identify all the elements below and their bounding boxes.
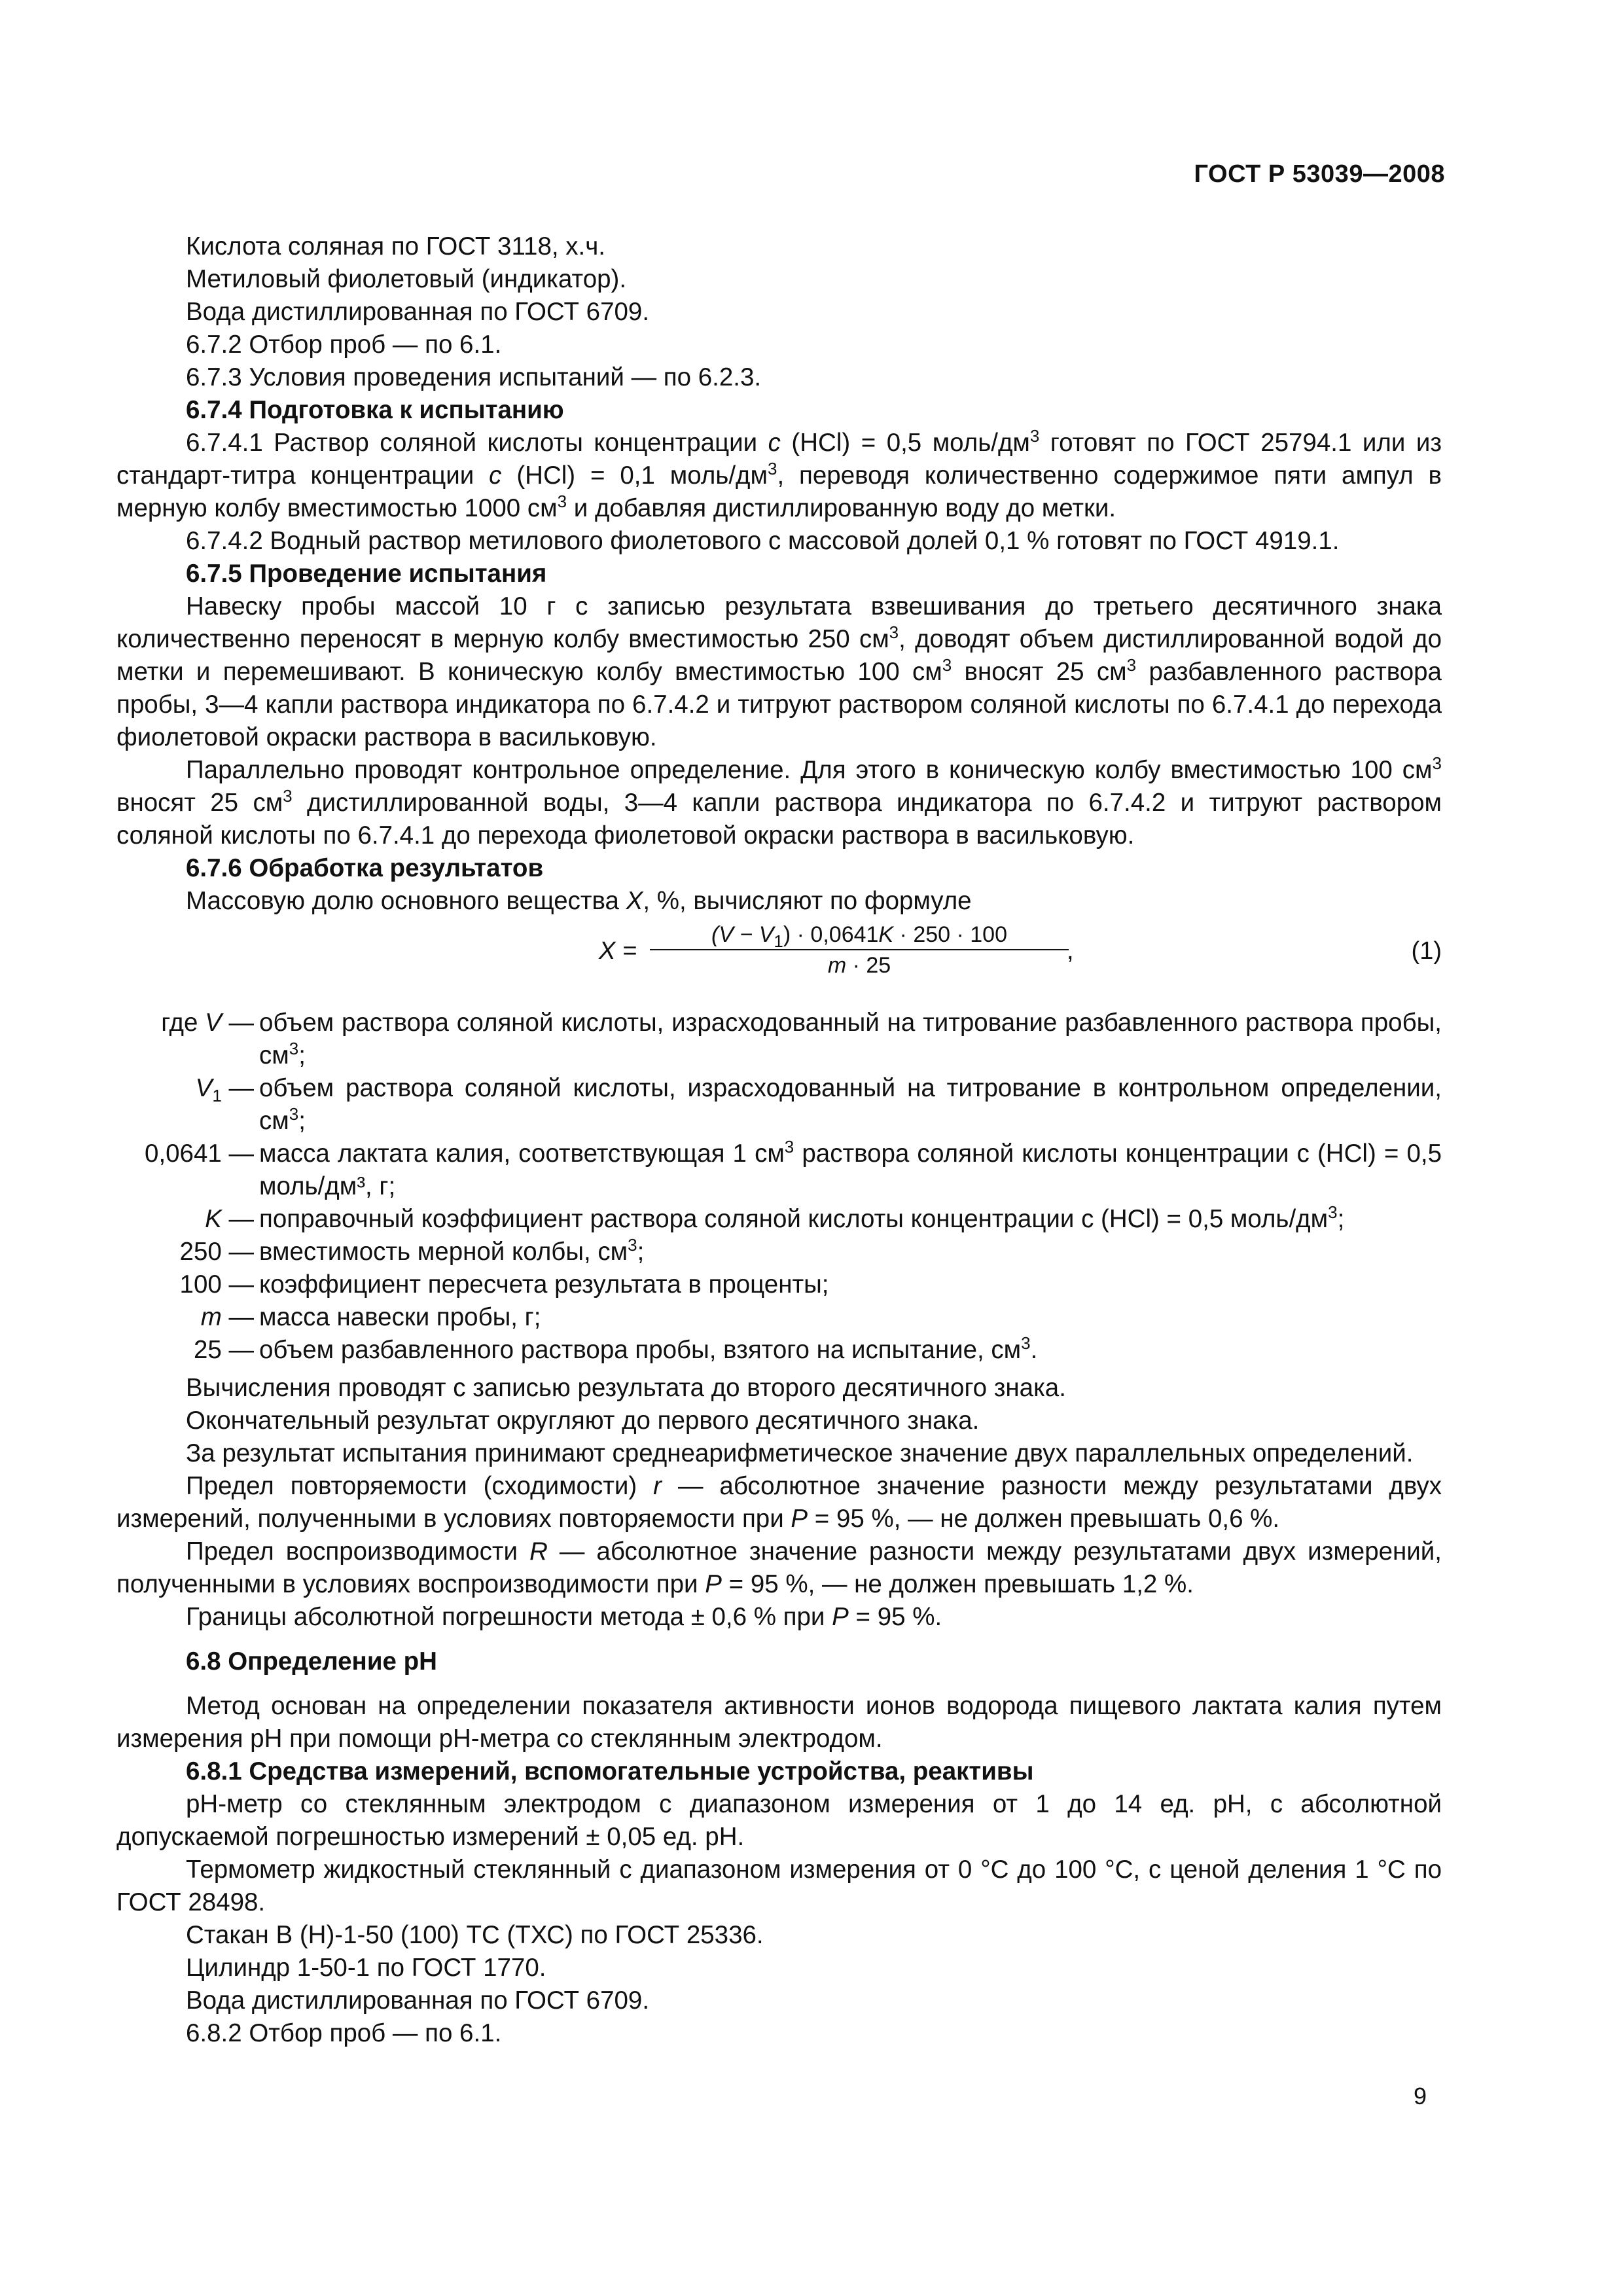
paragraph-reagent-hcl: Кислота соляная по ГОСТ 3118, х.ч.: [186, 232, 605, 260]
definition-text: коэффициент пересчета результата в проценты;: [259, 1270, 829, 1299]
formula-fraction: [650, 920, 1069, 980]
paragraph-cylinder: Цилиндр 1-50-1 по ГОСТ 1770.: [186, 1954, 546, 1982]
paragraph-water: Вода дистиллированная по ГОСТ 6709.: [186, 1986, 650, 2015]
definition-text: объем разбавленного раствора пробы, взятого на испытание, $см^3$.: [259, 1333, 1038, 1364]
definition-symbol: где V —: [161, 1009, 254, 1037]
paragraph-calc-precision: Вычисления проводят с записью результата до второго десятичного знака.: [186, 1374, 1066, 1402]
paragraph-6-8-2: 6.8.2 Отбор проб — по 6.1.: [186, 2019, 502, 2047]
definition-text: масса навески пробы, г;: [259, 1303, 541, 1331]
paragraph-thermometer: Термометр жидкостный стеклянный с диапазоном измерения от 0 °С до 100 °С, с ценой деления 1 °С по ГОСТ 28498.: [116, 1856, 1442, 1916]
paragraph-ph-meter: рН-метр со стеклянным электродом с диапазоном измерения от 1 до 14 ед. рН, с абсолютной допускаемой погрешностью измерений ± 0,05 ед. рН.: [116, 1790, 1442, 1851]
definition-symbol: 25 —: [193, 1336, 254, 1364]
formula-1: [116, 920, 1442, 986]
heading-6-7-6: 6.7.6 Обработка результатов: [186, 854, 544, 882]
definition-row: [116, 1072, 1442, 1138]
formula-lhs: X =: [599, 937, 637, 965]
definition-text: масса лактата калия, соответствующая 1 $см^3$ раствора соляной кислоты концентрации c (HCl) = 0,5 моль/дм³, г;: [259, 1137, 1442, 1200]
heading-6-7-4: 6.7.4 Подготовка к испытанию: [186, 396, 564, 424]
heading-6-8-1: 6.8.1 Средства измерений, вспомогательные устройства, реактивы: [186, 1757, 1034, 1785]
heading-6-7-5: 6.7.5 Проведение испытания: [186, 560, 547, 588]
paragraph-6-7-5-control: Параллельно проводят контрольное определение. Для этого в коническую колбу вместимостью 100 $см^3$ вносят 25 $см^3$ дистиллированной воды, 3—4 капли раствора индикатора по 6.7.4.2 и титруют раствором соляной кислоты по 6.7.4.1 до перехода фиолетовой окраски раствора в васильковую.: [116, 753, 1442, 850]
paragraph-6-7-4-2: 6.7.4.2 Водный раствор метилового фиолетового с массовой долей 0,1 % готовят по ГОСТ 4919.1.: [186, 527, 1340, 555]
paragraph-calc-rounding: Окончательный результат округляют до первого десятичного знака.: [186, 1407, 980, 1435]
definition-symbol: K —: [205, 1205, 254, 1233]
paragraph-reproducibility: Предел воспроизводимости R — абсолютное значение разности между результатами двух измерений, полученными в условиях воспроизводимости при P = 95 %, — не должен превышать 1,2 %.: [116, 1537, 1442, 1598]
paragraph-reagent-water: Вода дистиллированная по ГОСТ 6709.: [186, 298, 650, 326]
definition-row: [116, 1268, 1442, 1301]
definition-row: [116, 1236, 1442, 1268]
definition-text: объем раствора соляной кислоты, израсходованный на титрование в контрольном определении, $см^3$;: [259, 1074, 1442, 1135]
definition-text: вместимость мерной колбы, $см^3$;: [259, 1235, 645, 1266]
formula-number: (1): [1411, 937, 1442, 965]
paragraph-beaker: Стакан В (Н)-1-50 (100) ТС (ТХС) по ГОСТ 25336.: [186, 1921, 764, 1949]
definition-text: поправочный коэффициент раствора соляной кислоты концентрации c (HCl) = 0,5 моль/$дм^3$;: [259, 1202, 1345, 1233]
definition-text: объем раствора соляной кислоты, израсходованный на титрование разбавленного раствора пробы, $см^3$;: [259, 1009, 1442, 1069]
paragraph-calc-mean: За результат испытания принимают среднеарифметическое значение двух параллельных определений.: [186, 1439, 1414, 1467]
page-number: 9: [1413, 2083, 1427, 2109]
document-body: [116, 230, 1442, 2050]
paragraph-6-8-method: Метод основан на определении показателя активности ионов водорода пищевого лактата калия путем измерения рН при помощи рН-метра со стеклянным электродом.: [116, 1692, 1442, 1753]
definition-symbol: m —: [200, 1303, 254, 1331]
formula-numerator: $(V - V_1) \cdot 0,0641K \cdot 250 \cdot 100$: [650, 920, 1069, 950]
definition-row: [116, 1334, 1442, 1367]
definition-symbol: 250 —: [179, 1238, 254, 1266]
definition-symbol: 0,0641 —: [145, 1139, 254, 1168]
paragraph-error-bounds: Границы абсолютной погрешности метода ± 0,6 % при P = 95 %.: [186, 1603, 942, 1631]
definition-row: [116, 1007, 1442, 1072]
paragraph-6-7-5-procedure: Навеску пробы массой 10 г с записью результата взвешивания до третьего десятичного знака количественно переносят в мерную колбу вместимостью 250 $см^3$, доводят объем дистиллированной водой до метки и перемешивают. В коническую колбу вместимостью 100 $см^3$ вносят 25 $см^3$ разбавленного раствора пробы, 3—4 капли раствора индикатора по 6.7.4.2 и титруют раствором соляной кислоты по 6.7.4.1 до перехода фиолетовой окраски раствора в васильковую.: [116, 592, 1442, 751]
paragraph-repeatability: Предел повторяемости (сходимости) r — абсолютное значение разности между результатами двух измерений, полученными в условиях повторяемости при P = 95 %, — не должен превышать 0,6 %.: [116, 1472, 1442, 1533]
paragraph-6-7-3: 6.7.3 Условия проведения испытаний — по 6.2.3.: [186, 363, 762, 391]
heading-6-8: 6.8 Определение рН: [186, 1647, 437, 1676]
document-code-header: ГОСТ Р 53039—2008: [1194, 160, 1445, 188]
formula-comma: ,: [1067, 937, 1074, 965]
definition-row: [116, 1301, 1442, 1334]
definition-symbol: $V_1$ —: [195, 1074, 254, 1105]
definition-row: [116, 1203, 1442, 1236]
paragraph-6-7-2: 6.7.2 Отбор проб — по 6.1.: [186, 331, 502, 359]
paragraph-6-7-6-intro: Массовую долю основного вещества X, %, вычисляют по формуле: [186, 887, 972, 915]
formula-denominator: m · 25: [827, 953, 891, 978]
paragraph-6-7-4-1: 6.7.4.1 Раствор соляной кислоты концентрации c (HCl) = 0,5 моль/$дм^3$ готовят по ГОСТ 25794.1 или из стандарт-титра концентрации c (HCl) = 0,1 моль/$дм^3$, переводя количественно содержимое пяти ампул в мерную колбу вместимостью 1000 $см^3$ и добавляя дистиллированную воду до метки.: [116, 426, 1442, 522]
definition-row: [116, 1138, 1442, 1203]
formula-definitions: [116, 1007, 1442, 1367]
paragraph-reagent-indicator: Метиловый фиолетовый (индикатор).: [186, 265, 627, 293]
definition-symbol: 100 —: [179, 1270, 254, 1299]
